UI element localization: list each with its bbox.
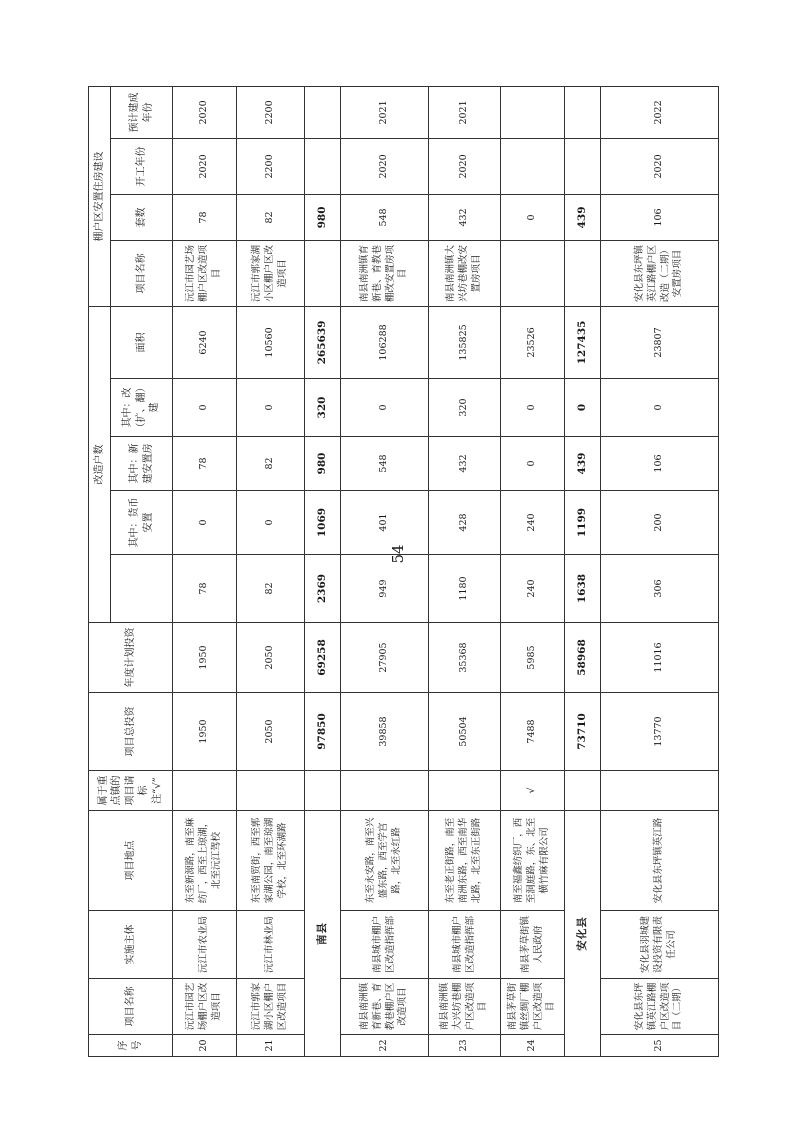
cell-rs-start	[305, 138, 341, 194]
cell-rs-units: 82	[237, 194, 305, 240]
cell-seq: 21	[237, 1035, 305, 1057]
table-row	[237, 86, 305, 1056]
cell-rs-start: 2020	[173, 138, 237, 194]
cell-seq: 20	[173, 1035, 237, 1057]
cell-key-town	[429, 771, 501, 811]
cell-hh-total: 82	[237, 555, 305, 623]
table-row	[501, 86, 565, 1056]
cell-annual-investment: 2050	[237, 623, 305, 693]
cell-owner: 南县城市棚户区改造指挥部	[341, 911, 429, 979]
cell-annual-investment: 11016	[601, 623, 719, 693]
cell-area: 6240	[173, 306, 237, 378]
cell-annual-investment: 1950	[173, 623, 237, 693]
cell-rs-finish: 2020	[173, 86, 237, 138]
cell-rs-name: 南县南洲镇大兴坊巷棚改安置房项目	[429, 240, 501, 306]
cell-rs-name	[501, 240, 565, 306]
header-annual-investment: 年度计划投资	[89, 623, 173, 693]
cell-seq: 23	[429, 1035, 501, 1057]
cell-area: 127435	[565, 306, 601, 378]
cell-project-name: 安化县东坪镇英江路棚户区改造项目（二期）	[601, 979, 719, 1035]
cell-annual-investment: 58968	[565, 623, 601, 693]
cell-hh-rebuild: 0	[501, 379, 565, 437]
cell-total-investment: 50504	[429, 693, 501, 771]
cell-hh-total: 78	[173, 555, 237, 623]
cell-annual-investment: 27905	[341, 623, 429, 693]
cell-rs-finish	[305, 86, 341, 138]
header-owner: 实施主体	[89, 911, 173, 979]
cell-rs-name: 沅江市园艺场棚户区改造项目	[173, 240, 237, 306]
header-rs-name: 项目名称	[111, 240, 173, 306]
cell-hh-new: 980	[305, 437, 341, 491]
cell-hh-rebuild: 0	[601, 379, 719, 437]
cell-location: 东至南贸街，西至郭家湖公园，南至琼湖学校，北至环湖路	[237, 811, 305, 911]
cell-owner: 南县茅草街镇人民政府	[501, 911, 565, 979]
cell-hh-new: 0	[501, 437, 565, 491]
cell-hh-cash: 401	[341, 491, 429, 555]
cell-project-name: 南县南洲镇育新巷、育教巷棚户区改造项目	[341, 979, 429, 1035]
cell-rs-finish: 2200	[237, 86, 305, 138]
header-seq: 序号	[89, 1035, 173, 1057]
cell-hh-new: 78	[173, 437, 237, 491]
cell-hh-new: 548	[341, 437, 429, 491]
cell-seq: 22	[341, 1035, 429, 1057]
header-area: 面积	[111, 306, 173, 378]
cell-hh-total: 2369	[305, 555, 341, 623]
cell-key-town	[173, 771, 237, 811]
cell-rs-start: 2020	[601, 138, 719, 194]
header-hh-cash: 其中：货币安置	[111, 491, 173, 555]
cell-rs-start	[501, 138, 565, 194]
header-hh-total	[111, 555, 173, 623]
page-number: 54	[389, 544, 407, 564]
cell-hh-cash: 1069	[305, 491, 341, 555]
cell-hh-cash: 240	[501, 491, 565, 555]
cell-hh-cash: 428	[429, 491, 501, 555]
cell-owner: 沅江市林业局	[237, 911, 305, 979]
cell-rs-units: 78	[173, 194, 237, 240]
cell-total-investment: 73710	[565, 693, 601, 771]
cell-hh-total: 306	[601, 555, 719, 623]
cell-location: 东至老正街路，南至南洲东路，西至南华北路，北至东正街路	[429, 811, 501, 911]
cell-rs-units: 980	[305, 194, 341, 240]
subtotal-row	[305, 86, 341, 1056]
cell-area: 23807	[601, 306, 719, 378]
cell-annual-investment: 35368	[429, 623, 501, 693]
cell-annual-investment: 69258	[305, 623, 341, 693]
cell-hh-rebuild: 320	[305, 379, 341, 437]
cell-hh-rebuild: 0	[341, 379, 429, 437]
cell-location: 安化县东坪镇英江路	[601, 811, 719, 911]
cell-rs-finish	[565, 86, 601, 138]
table-row	[341, 86, 429, 1056]
cell-hh-total: 1180	[429, 555, 501, 623]
cell-hh-total: 1638	[565, 555, 601, 623]
cell-location: 南至福鑫纺织厂，西至洞庭路，东、北至横竹麻有限公司	[501, 811, 565, 911]
cell-hh-cash: 1199	[565, 491, 601, 555]
header-resettlement: 棚户区安置住房建设	[89, 86, 111, 306]
cell-area: 23526	[501, 306, 565, 378]
cell-hh-cash: 0	[173, 491, 237, 555]
cell-seq: 24	[501, 1035, 565, 1057]
cell-rs-name: 南县南洲镇育新巷、育教巷棚改安置房项目	[341, 240, 429, 306]
cell-hh-new: 82	[237, 437, 305, 491]
cell-hh-new: 106	[601, 437, 719, 491]
cell-area: 106288	[341, 306, 429, 378]
cell-project-name: 南县南洲镇大兴坊巷棚户区改造项目	[429, 979, 501, 1035]
subtotal-name: 安化县	[565, 811, 601, 1057]
cell-rs-name	[565, 240, 601, 306]
cell-rs-finish: 2022	[601, 86, 719, 138]
cell-owner: 南县城市棚户区改造指挥部	[429, 911, 501, 979]
cell-rs-finish: 2021	[429, 86, 501, 138]
cell-rs-start: 2020	[341, 138, 429, 194]
cell-rs-units: 548	[341, 194, 429, 240]
cell-project-name: 南县茅草街镇丝绸厂棚户区改造项目	[501, 979, 565, 1035]
cell-area: 135825	[429, 306, 501, 378]
cell-hh-rebuild: 0	[173, 379, 237, 437]
header-location: 项目地点	[89, 811, 173, 911]
cell-key-town	[237, 771, 305, 811]
cell-key-town	[341, 771, 429, 811]
cell-annual-investment: 5985	[501, 623, 565, 693]
subtotal-name: 南县	[305, 811, 341, 1057]
table-row	[429, 86, 501, 1056]
cell-key-town: √	[501, 771, 565, 811]
header-hh-rebuild: 其中：改（扩、翻）建	[111, 379, 173, 437]
cell-seq: 25	[601, 1035, 719, 1057]
cell-rs-units: 432	[429, 194, 501, 240]
cell-rs-units: 106	[601, 194, 719, 240]
cell-rs-finish: 2021	[341, 86, 429, 138]
cell-total-investment: 39858	[341, 693, 429, 771]
cell-rs-name: 沅江市郭家湖小区棚户区改造项目	[237, 240, 305, 306]
header-rs-finish: 预计建成年份	[111, 86, 173, 138]
table-row	[601, 86, 719, 1056]
cell-key-town	[565, 771, 601, 811]
subtotal-row	[565, 86, 601, 1056]
cell-owner: 沅江市农业局	[173, 911, 237, 979]
cell-rs-name	[305, 240, 341, 306]
cell-total-investment: 1950	[173, 693, 237, 771]
cell-owner: 安化县羽城建设投资有限责任公司	[601, 911, 719, 979]
cell-area: 10560	[237, 306, 305, 378]
cell-key-town	[305, 771, 341, 811]
cell-rs-start: 2020	[429, 138, 501, 194]
cell-hh-rebuild: 0	[237, 379, 305, 437]
cell-total-investment: 7488	[501, 693, 565, 771]
cell-rs-units: 439	[565, 194, 601, 240]
cell-hh-cash: 0	[237, 491, 305, 555]
cell-rs-start	[565, 138, 601, 194]
cell-hh-cash: 200	[601, 491, 719, 555]
cell-hh-new: 432	[429, 437, 501, 491]
cell-hh-total: 240	[501, 555, 565, 623]
cell-location: 东至新源路，南至麻纺厂，西至上琼湖，北至沅江驾校	[173, 811, 237, 911]
cell-area: 265639	[305, 306, 341, 378]
header-project-name: 项目名称	[89, 979, 173, 1035]
cell-rs-start: 2200	[237, 138, 305, 194]
cell-rs-name: 安化县东坪镇英江路棚户区改造（二期）安置房项目	[601, 240, 719, 306]
header-households: 改造户数	[89, 306, 111, 622]
cell-key-town	[601, 771, 719, 811]
cell-location: 东至永安路，南至兴盛东路，西至学宫路，北至永红路	[341, 811, 429, 911]
cell-hh-rebuild: 0	[565, 379, 601, 437]
cell-hh-new: 439	[565, 437, 601, 491]
header-total-investment: 项目总投资	[89, 693, 173, 771]
header-rs-units: 套数	[111, 194, 173, 240]
cell-project-name: 沅江市园艺场棚户区改造项目	[173, 979, 237, 1035]
cell-project-name: 沅江市郭家湖小区棚户区改造项目	[237, 979, 305, 1035]
header-rs-start: 开工年份	[111, 138, 173, 194]
cell-hh-rebuild: 320	[429, 379, 501, 437]
cell-total-investment: 97850	[305, 693, 341, 771]
header-key-town: 属于重点镇的项目请标注“√”	[89, 771, 173, 811]
cell-total-investment: 2050	[237, 693, 305, 771]
cell-rs-finish	[501, 86, 565, 138]
cell-rs-units: 0	[501, 194, 565, 240]
cell-total-investment: 13770	[601, 693, 719, 771]
cell-hh-total: 949	[341, 555, 429, 623]
table-row	[173, 86, 237, 1056]
header-hh-new: 其中：新建安置房	[111, 437, 173, 491]
